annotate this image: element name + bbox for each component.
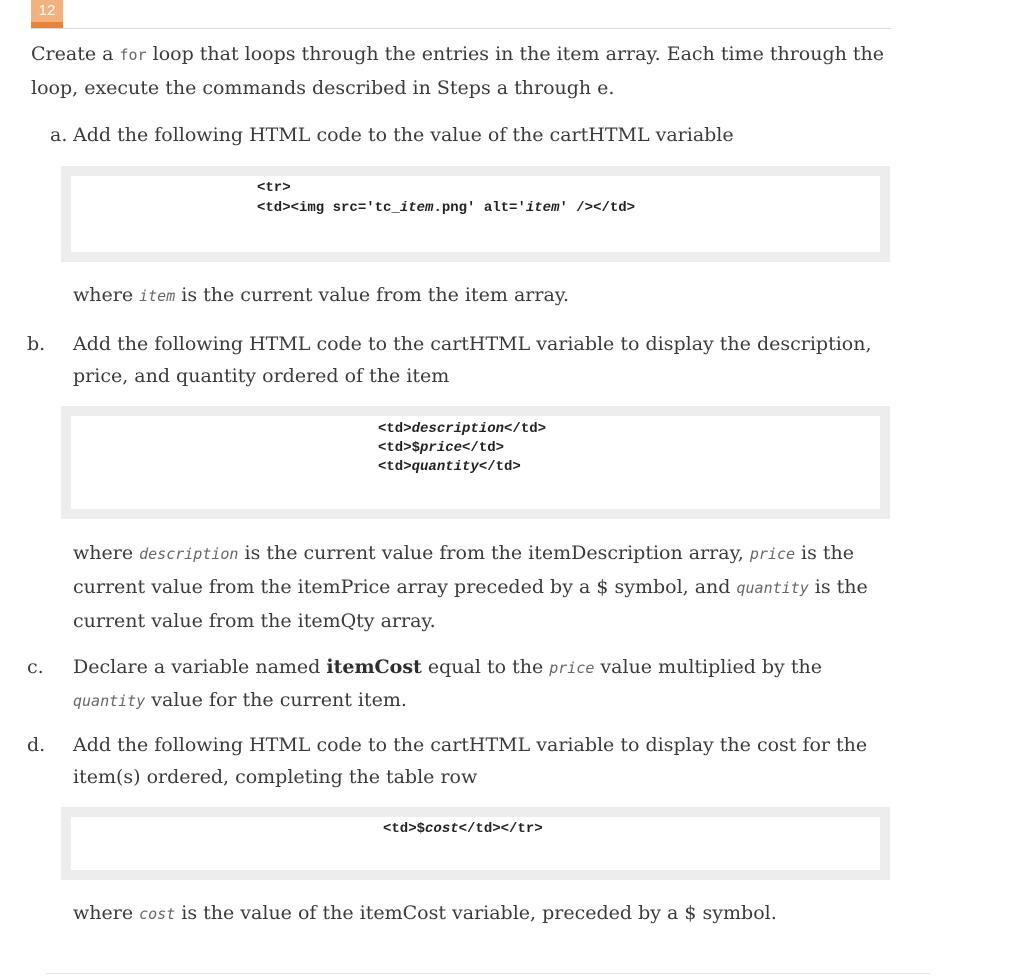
step-d-label: d. [27, 734, 46, 756]
step-b-label: b. [27, 333, 46, 355]
intro-paragraph: Create a for loop that loops through the entries in the item array. Each time through the loop, execute the commands described in Steps a through e. [31, 43, 885, 99]
step-d-text: Add the following HTML code to the cartHTML variable to display the cost for the item(s) ordered, completing the table row [73, 734, 868, 788]
step-number-badge: 12 [31, 0, 63, 28]
item-cost-name: itemCost [326, 656, 422, 678]
step-c: c. Declare a variable named itemCost equal to the price value multiplied by the quantity value for the current item. [50, 651, 890, 717]
step-a-text: Add the following HTML code to the value of the cartHTML variable [73, 124, 734, 146]
step-b-where: where description is the current value from the itemDescription array, price is the current value from the itemPrice array preceded by a $ symbol, and quantity is the current value from the itemQty array. [73, 542, 868, 632]
step-b-text: Add the following HTML code to the cartHTML variable to display the description, price, and quantity ordered of the item [73, 333, 872, 387]
step-c-label: c. [27, 656, 44, 678]
code-line-a1: <tr> [257, 180, 291, 196]
step-a [50, 119, 890, 151]
step-a-label: a. [50, 124, 68, 146]
bottom-divider [46, 973, 930, 974]
top-divider [31, 28, 891, 29]
step-d-where: where cost is the value of the itemCost variable, preceded by a $ symbol. [73, 902, 777, 924]
step-b [27, 328, 890, 392]
code-line-d1: <td>$cost</td></tr> [383, 821, 543, 837]
step-a-where: where item is the current value from the item array. [73, 284, 570, 306]
code-line-b1: <td>description</td> [378, 421, 547, 437]
code-line-a2: <td><img src='tc_item.png' alt='item' /></td> [257, 200, 636, 216]
inline-code-for: for [119, 46, 147, 64]
code-line-b2: <td>$price</td> [378, 440, 505, 456]
code-line-b3: <td>quantity</td> [378, 459, 521, 475]
code-box-d [61, 807, 890, 880]
step-d [27, 729, 890, 793]
